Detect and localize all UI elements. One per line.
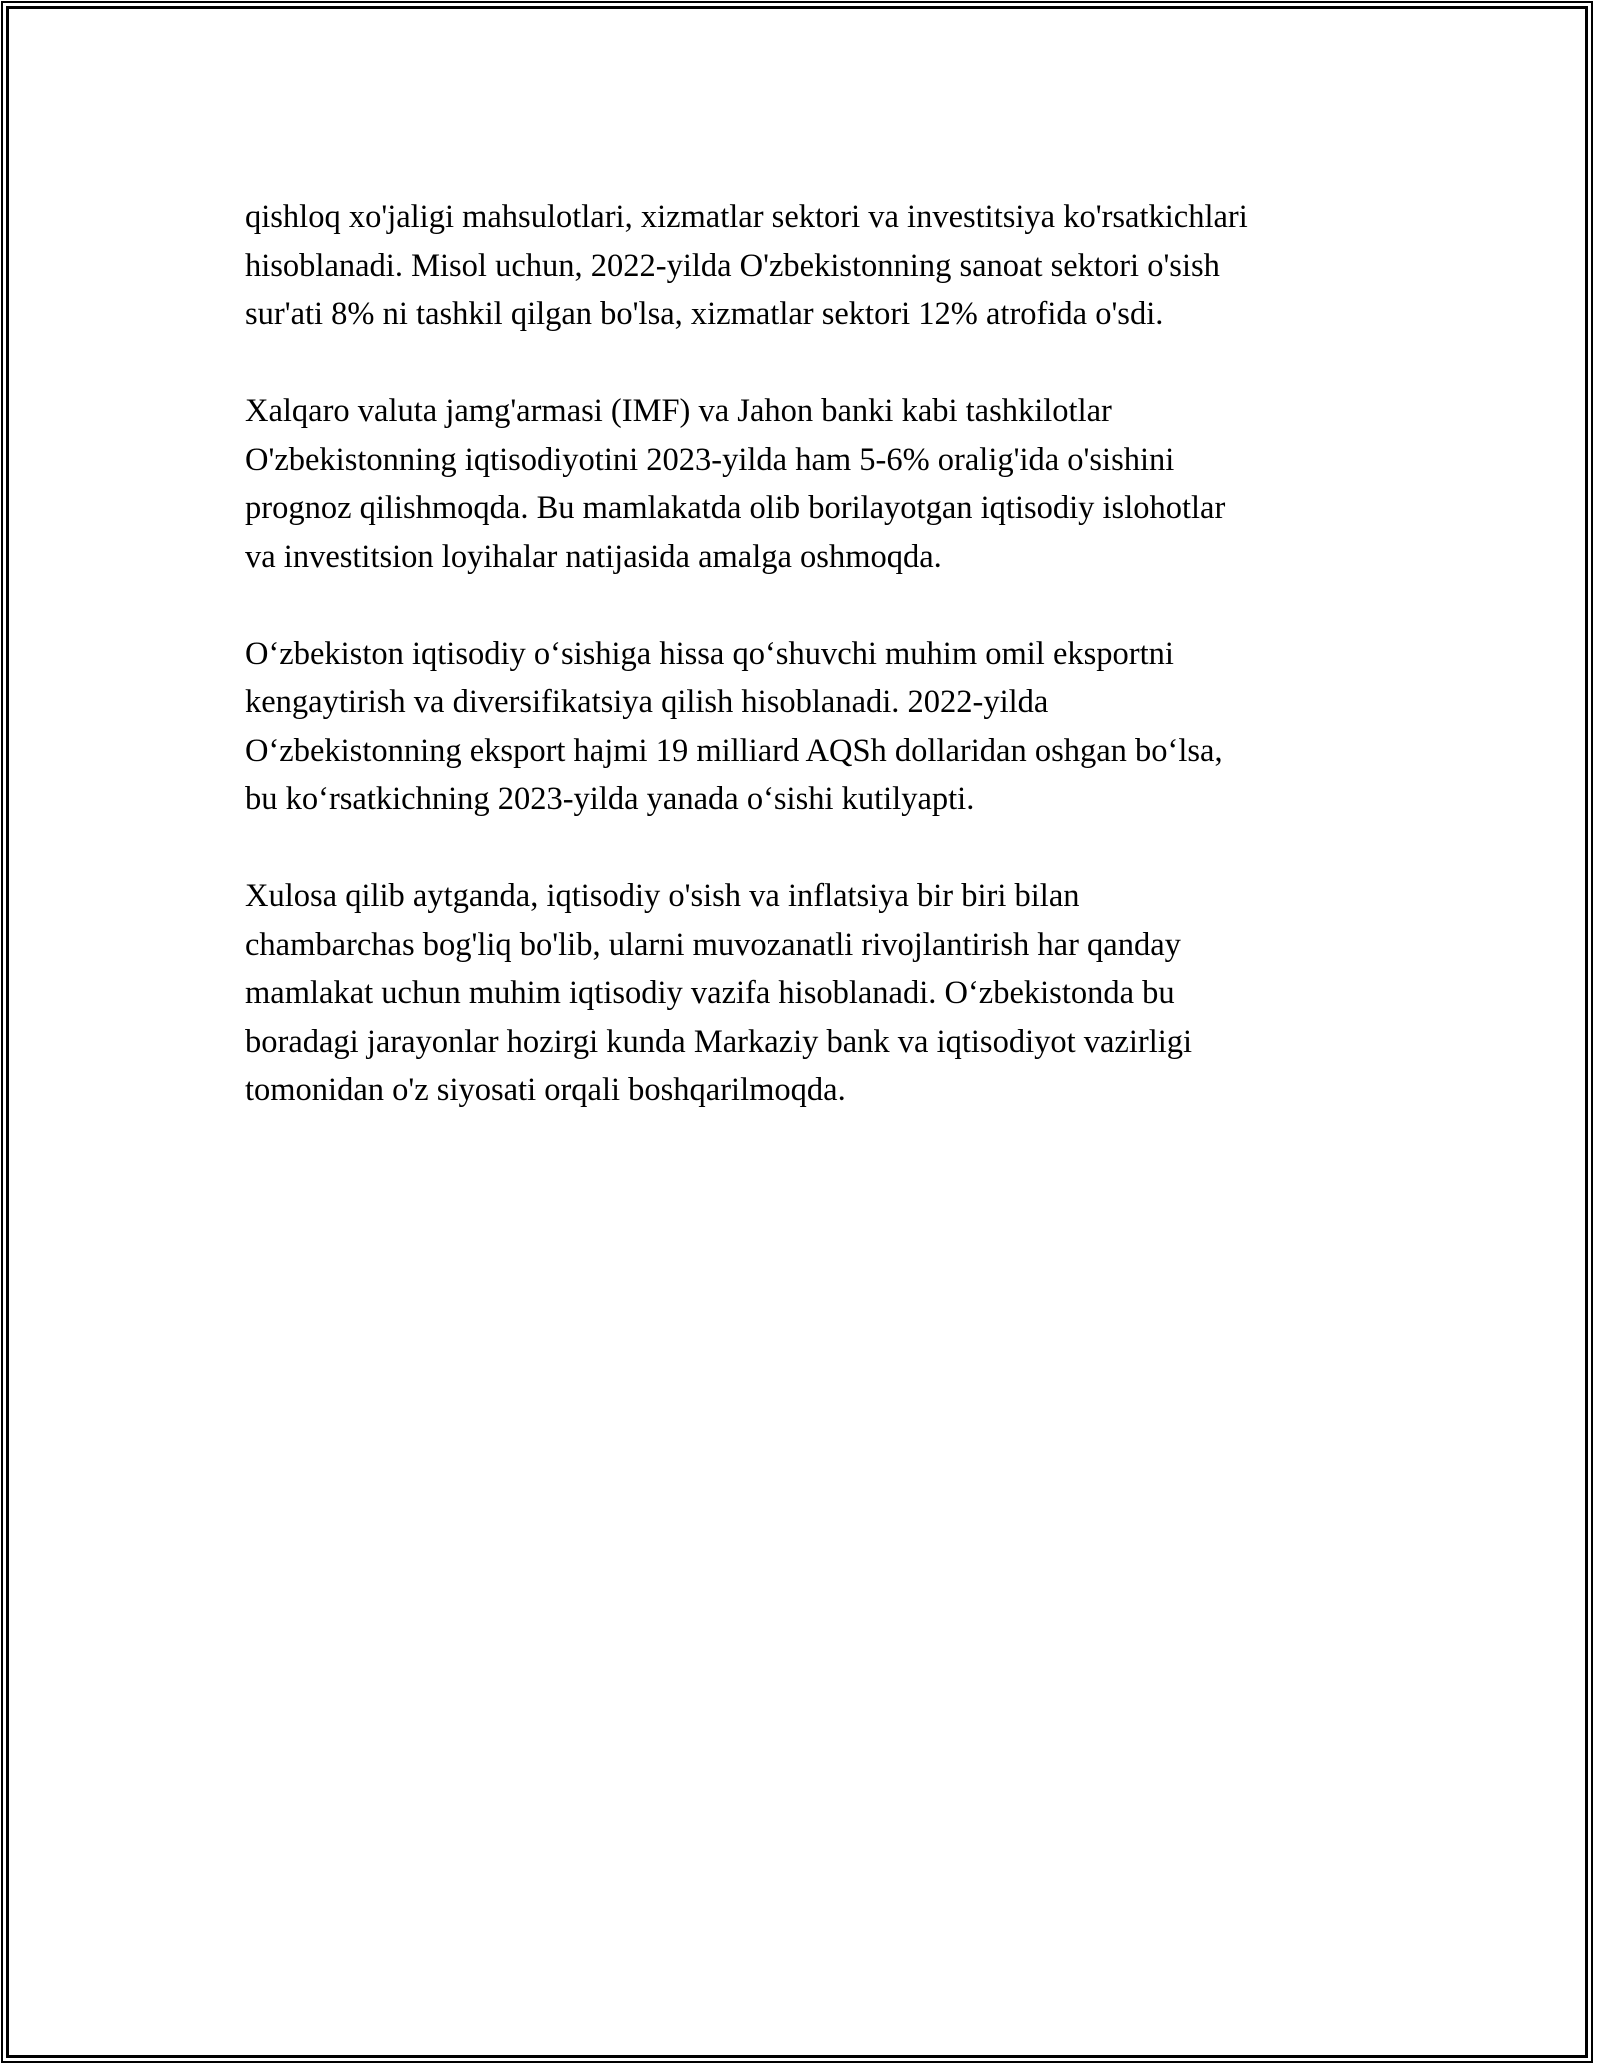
text-line: chambarchas bog'liq bo'lib, ularni muvozanatli rivojlantirish har qanday	[245, 926, 1181, 963]
text-line: sur'ati 8% ni tashkil qilgan bo'lsa, xizmatlar sektori 12% atrofida o'sdi.	[245, 296, 1164, 332]
text-line: prognoz qilishmoqda. Bu mamlakatda olib borilayotgan iqtisodiy islohotlar	[245, 490, 1226, 526]
text-line: hisoblanadi. Misol uchun, 2022-yilda O'zbekistonning sanoat sektori o'sish	[245, 247, 1220, 284]
text-line: va investitsion loyihalar natijasida amalga oshmoqda.	[245, 538, 942, 575]
text-line: O‘zbekistonning eksport hajmi 19 milliard AQSh dollaridan oshgan bo‘lsa,	[245, 732, 1223, 769]
paragraph-1	[245, 193, 1395, 339]
paragraph-3	[245, 630, 1395, 824]
text-line: mamlakat uchun muhim iqtisodiy vazifa hisoblanadi. O‘zbekistonda bu	[245, 975, 1175, 1011]
text-line: bu ko‘rsatkichning 2023-yilda yanada o‘sishi kutilyapti.	[245, 781, 975, 817]
paragraph-2	[245, 387, 1395, 581]
text-line: kengaytirish va diversifikatsiya qilish hisoblanadi. 2022-yilda	[245, 684, 1049, 720]
text-line: Xalqaro valuta jamg'armasi (IMF) va Jahon banki kabi tashkilotlar	[245, 393, 1112, 429]
paragraph-4	[245, 872, 1395, 1115]
text-line: O'zbekistonning iqtisodiyotini 2023-yilda ham 5-6% oralig'ida o'sishini	[245, 441, 1175, 478]
text-line: boradagi jarayonlar hozirgi kunda Markaziy bank va iqtisodiyot vazirligi	[245, 1023, 1193, 1060]
document-body	[245, 193, 1395, 1163]
text-line: qishloq xo'jaligi mahsulotlari, xizmatlar sektori va investitsiya ko'rsatkichlari	[245, 199, 1248, 235]
page-frame	[6, 6, 1588, 2058]
text-line: O‘zbekiston iqtisodiy o‘sishiga hissa qo‘shuvchi muhim omil eksportni	[245, 635, 1174, 672]
text-line: Xulosa qilib aytganda, iqtisodiy o'sish va inflatsiya bir biri bilan	[245, 878, 1080, 914]
text-line: tomonidan o'z siyosati orqali boshqarilmoqda.	[245, 1072, 846, 1108]
